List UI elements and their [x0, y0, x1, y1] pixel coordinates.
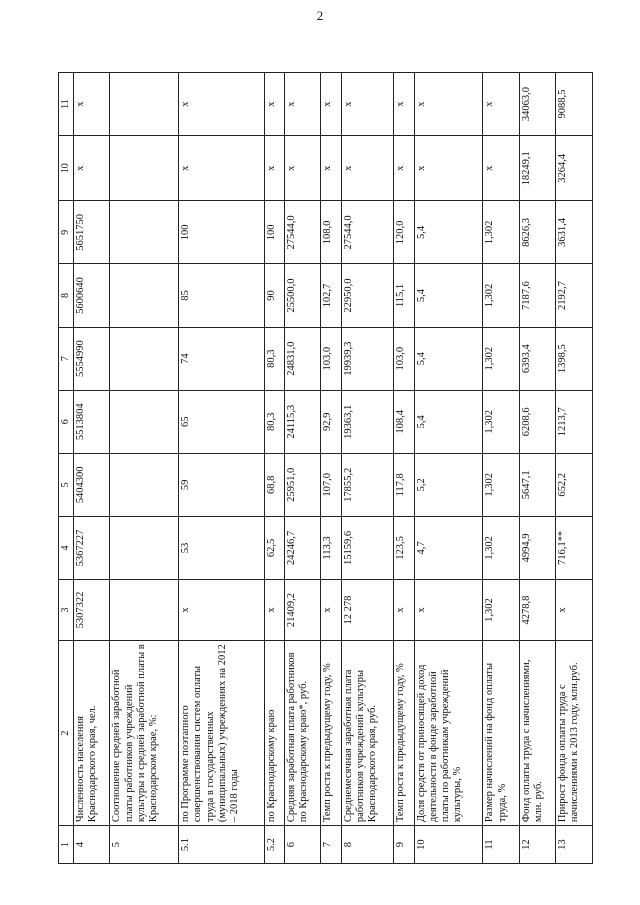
table-cell [110, 580, 179, 641]
table-row [414, 73, 483, 864]
table-cell: 5554990 [74, 327, 110, 390]
table-cell: x [179, 73, 264, 136]
table-cell: 22950,0 [341, 264, 394, 327]
table-cell: 25951,0 [284, 453, 320, 516]
row-number: 5.2 [264, 826, 284, 864]
row-label: Соотношение средней заработной платы работников учреждений культуры и средней заработной платы в Краснодарском крае, %: [110, 641, 179, 826]
row-number: 10 [414, 826, 483, 864]
table-cell: 117,8 [394, 453, 414, 516]
column-header: 2 [59, 641, 74, 826]
table-cell: 3264,4 [556, 136, 593, 201]
row-label: Средняя заработная плата работников по Краснодарскому краю*, руб. [284, 641, 320, 826]
table-cell: 5,2 [414, 453, 483, 516]
table-cell: x [264, 580, 284, 641]
row-number: 8 [341, 826, 394, 864]
table-cell: 100 [264, 201, 284, 264]
table-cell: 102,7 [321, 264, 341, 327]
table-row [519, 73, 555, 864]
table-cell: 25500,0 [284, 264, 320, 327]
table-cell: x [74, 136, 110, 201]
table-cell [110, 453, 179, 516]
table-cell: 100 [179, 201, 264, 264]
table-cell: 108,4 [394, 390, 414, 453]
row-label: Размер начислений на фонд оплаты труда, % [483, 641, 519, 826]
table-cell: 24831,0 [284, 327, 320, 390]
table-cell: 12 278 [341, 580, 394, 641]
table-row [341, 73, 394, 864]
table-cell: 80,3 [264, 390, 284, 453]
table-row [264, 73, 284, 864]
table-row [321, 73, 341, 864]
row-number: 13 [556, 826, 593, 864]
column-header: 4 [59, 516, 74, 579]
row-number: 5.1 [179, 826, 264, 864]
table-cell: 19363,1 [341, 390, 394, 453]
table-cell: 1213,7 [556, 390, 593, 453]
table-cell: 108,0 [321, 201, 341, 264]
column-header: 11 [59, 73, 74, 136]
table-cell: x [179, 136, 264, 201]
table-cell: 9088,5 [556, 73, 593, 136]
row-number: 12 [519, 826, 555, 864]
table-row [556, 73, 593, 864]
row-label: по Программе поэтапного совершенствования систем оплаты труда в государственных (муниципальных) учреждениях на 2012 – 2018 годы [179, 641, 264, 826]
row-number: 4 [74, 826, 110, 864]
table-cell: 5513804 [74, 390, 110, 453]
column-header: 3 [59, 580, 74, 641]
table-cell: 4,7 [414, 516, 483, 579]
table-cell: 115,1 [394, 264, 414, 327]
column-header: 10 [59, 136, 74, 201]
table-cell: 5,4 [414, 201, 483, 264]
table-cell: 113,3 [321, 516, 341, 579]
table-cell: 90 [264, 264, 284, 327]
column-header: 1 [59, 826, 74, 864]
table-cell: 15159,6 [341, 516, 394, 579]
table-row [483, 73, 519, 864]
table-cell: 62,5 [264, 516, 284, 579]
table-cell: x [394, 73, 414, 136]
table-cell: x [74, 73, 110, 136]
table-cell: 1,302 [483, 453, 519, 516]
table-cell: 68,8 [264, 453, 284, 516]
table-cell: 92,9 [321, 390, 341, 453]
table-cell: 21409,2 [284, 580, 320, 641]
table-cell: 27544,0 [341, 201, 394, 264]
table-cell [110, 73, 179, 136]
table-cell: 652,2 [556, 453, 593, 516]
table-cell: x [414, 136, 483, 201]
header-row [59, 73, 74, 864]
table-cell: 1398,5 [556, 327, 593, 390]
row-label: Темп роста к предыдущему году, % [321, 641, 341, 826]
table-cell: 5,4 [414, 264, 483, 327]
table-cell: 6208,6 [519, 390, 555, 453]
table-cell: 4278,8 [519, 580, 555, 641]
row-label: Прирост фонда оплаты труда с начислениями к 2013 году, млн.руб. [556, 641, 593, 826]
row-number: 5 [110, 826, 179, 864]
table-cell: x [321, 136, 341, 201]
table-cell [110, 264, 179, 327]
row-number: 11 [483, 826, 519, 864]
table-cell: x [556, 580, 593, 641]
table-cell: 80,3 [264, 327, 284, 390]
row-label: Темп роста к предыдущему году, % [394, 641, 414, 826]
table-cell: 1,302 [483, 201, 519, 264]
table-cell: 5307322 [74, 580, 110, 641]
data-table [58, 72, 593, 864]
table-cell: 7187,6 [519, 264, 555, 327]
table-cell: 24246,7 [284, 516, 320, 579]
table-cell [110, 201, 179, 264]
page-number: 2 [316, 8, 324, 23]
table-cell: 18249,1 [519, 136, 555, 201]
table-cell: x [414, 580, 483, 641]
table-cell [110, 136, 179, 201]
table-cell: 5647,1 [519, 453, 555, 516]
table-cell: 19939,3 [341, 327, 394, 390]
table-cell: 107,0 [321, 453, 341, 516]
table-cell [110, 516, 179, 579]
table-row [74, 73, 110, 864]
table-cell: 1,302 [483, 327, 519, 390]
table-cell [110, 327, 179, 390]
table-cell: 1,302 [483, 516, 519, 579]
table-cell: 3631,4 [556, 201, 593, 264]
table-cell: x [284, 73, 320, 136]
table-cell: 34063,0 [519, 73, 555, 136]
row-number: 6 [284, 826, 320, 864]
column-header: 5 [59, 453, 74, 516]
row-number: 9 [394, 826, 414, 864]
table-cell: 1,302 [483, 580, 519, 641]
table-cell: 8626,3 [519, 201, 555, 264]
table-body [74, 73, 593, 864]
table-cell: 103,0 [394, 327, 414, 390]
column-header: 7 [59, 327, 74, 390]
table-cell: 27544,0 [284, 201, 320, 264]
rotated-table-wrapper [58, 72, 593, 864]
table-cell: x [341, 136, 394, 201]
table-row [110, 73, 179, 864]
table-cell: x [264, 73, 284, 136]
table-cell: 53 [179, 516, 264, 579]
table-cell: 59 [179, 453, 264, 516]
row-label: по Краснодарскому краю [264, 641, 284, 826]
table-cell: 17855,2 [341, 453, 394, 516]
table-cell: 65 [179, 390, 264, 453]
table-row [394, 73, 414, 864]
table-cell: x [321, 73, 341, 136]
table-cell: 2192,7 [556, 264, 593, 327]
table-cell: x [483, 73, 519, 136]
table-cell: 120,0 [394, 201, 414, 264]
row-label: Фонд оплаты труда с начислениями, млн. руб. [519, 641, 555, 826]
table-cell: 5367227 [74, 516, 110, 579]
table-cell: 85 [179, 264, 264, 327]
row-number: 7 [321, 826, 341, 864]
column-header: 6 [59, 390, 74, 453]
table-cell: 5600640 [74, 264, 110, 327]
rotated-table-container [58, 72, 593, 864]
row-label: Среднемесячная заработная плата работников учреждений культуры Краснодарского края, руб. [341, 641, 394, 826]
table-cell: x [321, 580, 341, 641]
table-cell: x [394, 136, 414, 201]
table-row [179, 73, 264, 864]
table-cell: 6393,4 [519, 327, 555, 390]
table-cell: 5,4 [414, 327, 483, 390]
table-cell: x [483, 136, 519, 201]
table-cell: 5651750 [74, 201, 110, 264]
table-cell: 5404300 [74, 453, 110, 516]
table-cell: 74 [179, 327, 264, 390]
table-cell: x [264, 136, 284, 201]
table-cell: x [341, 73, 394, 136]
table-cell: 1,302 [483, 390, 519, 453]
row-label: Численность населения Краснодарского края, чел. [74, 641, 110, 826]
table-cell: 716,1** [556, 516, 593, 579]
table-row [284, 73, 320, 864]
table-cell: 24115,3 [284, 390, 320, 453]
table-cell: 1,302 [483, 264, 519, 327]
table-cell: 103,0 [321, 327, 341, 390]
table-cell: 4994,9 [519, 516, 555, 579]
table-cell: x [414, 73, 483, 136]
table-cell: 5,4 [414, 390, 483, 453]
table-cell: 123,5 [394, 516, 414, 579]
table-cell: x [394, 580, 414, 641]
table-cell: x [179, 580, 264, 641]
column-header: 9 [59, 201, 74, 264]
column-header: 8 [59, 264, 74, 327]
row-label: Доля средств от приносящей доход деятельности в фонде заработной платы по работникам учреждений культуры, % [414, 641, 483, 826]
table-cell: x [284, 136, 320, 201]
table-cell [110, 390, 179, 453]
